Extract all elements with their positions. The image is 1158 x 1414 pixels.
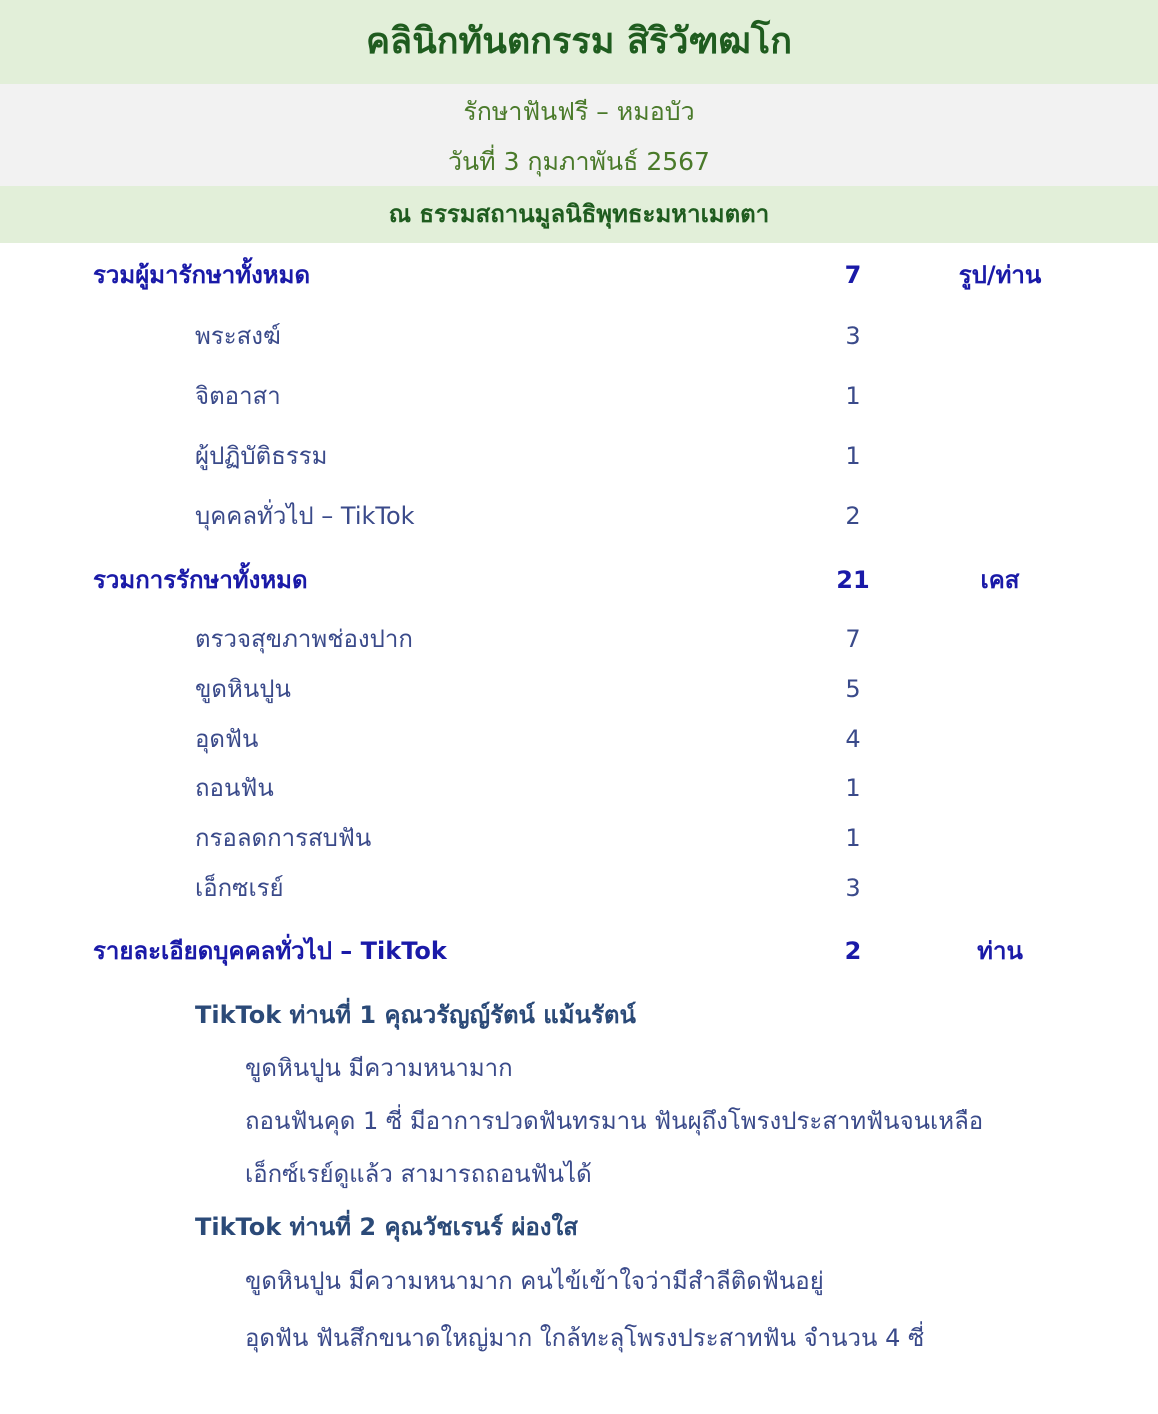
treatment-count: 1 bbox=[845, 824, 861, 852]
clinic-title: คลินิกทันตกรรม สิริวัฑฒโก bbox=[365, 21, 793, 62]
patient-row bbox=[0, 496, 1158, 536]
patient-count: 3 bbox=[845, 322, 861, 350]
treatment-count: 1 bbox=[845, 774, 861, 802]
treatment-count: 7 bbox=[845, 625, 861, 653]
venue-band bbox=[0, 186, 1158, 243]
venue: ณ ธรรมสถานมูลนิธิพุทธะมหาเมตตา bbox=[388, 200, 770, 228]
subtitle-band bbox=[0, 84, 1158, 186]
person-note: เอ็กซ์เรย์ดูแล้ว สามารถถอนฟันได้ bbox=[245, 1160, 592, 1188]
person-name: TikTok ท่านที่ 1 คุณวรัญญ์รัตน์ แม้นรัตน์ bbox=[195, 1001, 636, 1029]
title-band bbox=[0, 0, 1158, 84]
patient-count: 1 bbox=[845, 382, 861, 410]
details-total-row bbox=[0, 931, 1158, 971]
patients-total-count: 7 bbox=[844, 261, 862, 289]
patient-row bbox=[0, 316, 1158, 356]
person-note: ขูดหินปูน มีความหนามาก bbox=[245, 1054, 513, 1082]
treatment-type: เอ็กซเรย์ bbox=[195, 874, 284, 902]
treatment-type: ถอนฟัน bbox=[195, 774, 274, 802]
treatments-total-label: รวมการรักษาทั้งหมด bbox=[93, 566, 308, 594]
treatment-type: ตรวจสุขภาพช่องปาก bbox=[195, 625, 413, 653]
details-unit: ท่าน bbox=[977, 937, 1023, 965]
details-count: 2 bbox=[844, 937, 862, 965]
patient-row bbox=[0, 436, 1158, 476]
patient-category: พระสงฆ์ bbox=[195, 322, 281, 350]
treatment-type: อุดฟัน bbox=[195, 725, 259, 753]
treatment-row bbox=[0, 669, 1158, 709]
person-note: ขูดหินปูน มีความหนามาก คนไข้เข้าใจว่ามีสำลีติดฟันอยู่ bbox=[245, 1267, 824, 1295]
treatment-count: 3 bbox=[845, 874, 861, 902]
treatment-row bbox=[0, 719, 1158, 759]
treatment-count: 4 bbox=[845, 725, 861, 753]
patients-total-row bbox=[0, 255, 1158, 295]
event-date: วันที่ 3 กุมภาพันธ์ 2567 bbox=[448, 147, 710, 176]
patients-total-label: รวมผู้มารักษาทั้งหมด bbox=[93, 261, 311, 289]
patient-row bbox=[0, 376, 1158, 416]
person-note: ถอนฟันคุด 1 ซี่ มีอาการปวดฟันทรมาน ฟันผุถึงโพรงประสาทฟันจนเหลือ bbox=[245, 1107, 984, 1135]
patients-total-unit: รูป/ท่าน bbox=[958, 261, 1042, 289]
subtitle: รักษาฟันฟรี – หมอบัว bbox=[463, 97, 695, 126]
person-note: อุดฟัน ฟันสึกขนาดใหญ่มาก ใกล้ทะลุโพรงประสาทฟัน จำนวน 4 ซี่ bbox=[245, 1324, 925, 1352]
treatment-count: 5 bbox=[845, 675, 861, 703]
details-label: รายละเอียดบุคคลทั่วไป – TikTok bbox=[93, 937, 447, 965]
patient-category: ผู้ปฏิบัติธรรม bbox=[195, 442, 328, 470]
person-name: TikTok ท่านที่ 2 คุณวัชเรนร์ ผ่องใส bbox=[195, 1213, 578, 1241]
treatment-row bbox=[0, 868, 1158, 908]
patient-category: บุคคลทั่วไป – TikTok bbox=[195, 502, 415, 530]
treatment-row bbox=[0, 619, 1158, 659]
patient-category: จิตอาสา bbox=[195, 382, 281, 410]
patient-count: 1 bbox=[845, 442, 861, 470]
treatments-total-count: 21 bbox=[836, 566, 870, 594]
treatment-type: กรอลดการสบฟัน bbox=[195, 824, 372, 852]
treatments-total-unit: เคส bbox=[980, 566, 1020, 594]
treatment-row bbox=[0, 818, 1158, 858]
treatments-total-row bbox=[0, 560, 1158, 600]
treatment-row bbox=[0, 768, 1158, 808]
treatment-type: ขูดหินปูน bbox=[195, 675, 291, 703]
patient-count: 2 bbox=[845, 502, 861, 530]
